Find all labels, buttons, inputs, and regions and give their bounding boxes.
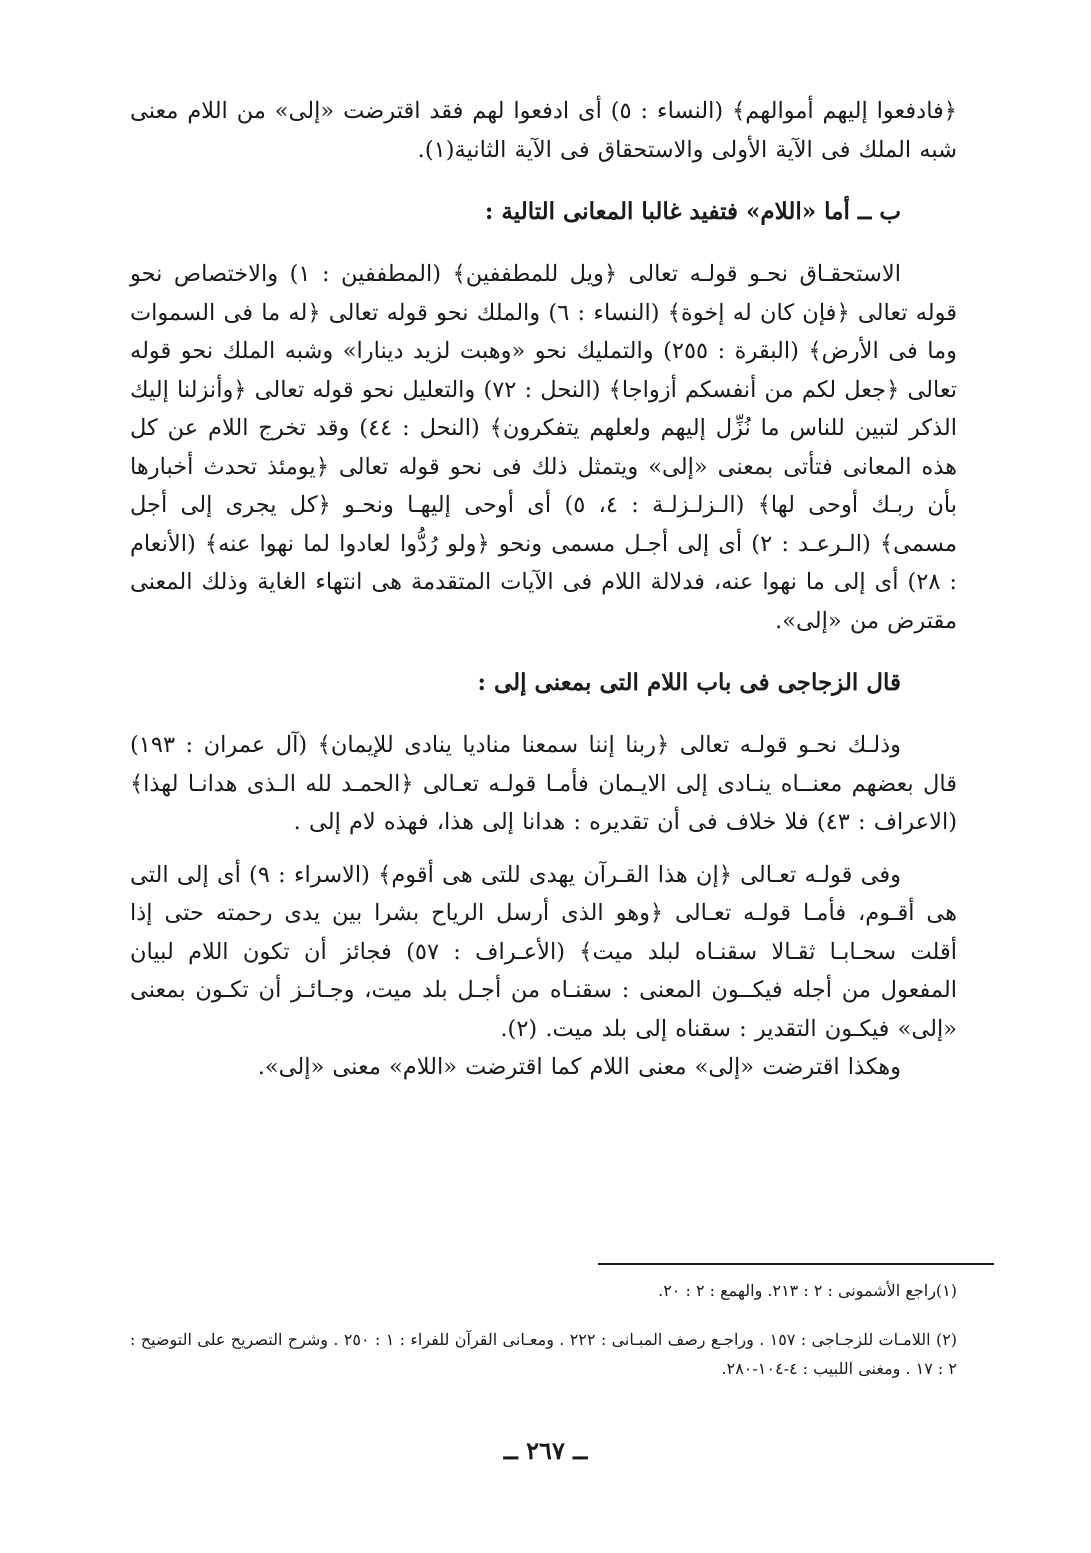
- footnote-divider: [598, 1263, 994, 1265]
- page-number: ــ ٢٦٧ ــ: [503, 1436, 588, 1465]
- footnote-2: (٢) اللامـات للزجـاجى : ١٥٧ . وراجـع رصف المبـانى : ٢٢٢ . ومعـانى القرآن للفراء : ١ : ٢٥٠ . وشرح التصريح على التوضيح : ٢ : ١٧ . ومغنى اللبيب : ٤-١٠٤-٢٨٠.: [130, 1330, 958, 1378]
- paragraph-5: وهكذا اقترضت «إلى» معنى اللام كما اقترضت «اللام» معنى «إلى».: [257, 1054, 901, 1080]
- paragraph-3: وذلـك نحـو قولـه تعالى ﴿ربنا إننا سمعنا مناديا ينادى للإيمان﴾ (آل عمران : ١٩٣) قال بعضهم معنــاه ينـادى إلى الايـمان فأمـا قولـه تعـالى ﴿الحمـد لله الـذى هدانـا لهذا﴾ (الاعراف : ٤٣) فلا خلاف فى أن تقديره : هدانا إلى هذا، فهذه لام إلى .: [130, 732, 957, 835]
- main-text: [130, 92, 957, 1087]
- paragraph-4: وفى قولـه تعـالى ﴿إن هذا القـرآن يهدى للتى هى أقوم﴾ (الاسراء : ٩) أى إلى التى هى أقـوم، فأمـا قولـه تعـالى ﴿وهو الذى أرسل الرياح بشرا بين يدى رحمته حتى إذا أقلت سحـابـا ثقـالا سقنـاه لبلد ميت﴾ (الأعـراف : ٥٧) فجائز أن تكون اللام لبيان المفعول من أجله فيكــون المعنى : سقنـاه من أجـل بلد ميت، وجـائـز أن تكـون بمعنى «إلى» فيكـون التقدير : سقناه إلى بلد ميت. (٢).: [130, 861, 957, 1042]
- footnotes: [130, 1276, 957, 1383]
- paragraph-1: ﴿فادفعوا إليهم أموالهم﴾ (النساء : ٥) أى ادفعوا لهم فقد اقترضت «إلى» من اللام معنى شبه الملك فى الآية الأولى والاستحقاق فى الآية الثانية(١).: [130, 98, 957, 163]
- paragraph-2: الاستحقـاق نحـو قولـه تعالى ﴿ويل للمطففين﴾ (المطففين : ١) والاختصاص نحو قوله تعالى ﴿فإن كان له إخوة﴾ (النساء : ٦) والملك نحو قوله تعالى ﴿له ما فى السموات وما فى الأرض﴾ (البقرة : ٢٥٥) والتمليك نحو «وهبت لزيد دينارا» وشبه الملك نحو قوله تعالى ﴿جعل لكم من أنفسكم أزواجا﴾ (النحل : ٧٢) والتعليل نحو قوله تعالى ﴿وأنزلنا إليك الذكر لتبين للناس ما نُزِّل إليهم ولعلهم يتفكرون﴾ (النحل : ٤٤) وقد تخرج اللام عن كل هذه المعانى فتأتى بمعنى «إلى» ويتمثل ذلك فى نحو قوله تعالى ﴿يومئذ تحدث أخبارها بأن ربـك أوحى لها﴾ (الـزلـزلـة : ٤، ٥) أى أوحى إليهـا ونحـو ﴿كل يجرى إلى أجل مسمى﴾ (الـرعـد : ٢) أى إلى أجـل مسمى ونحو ﴿ولو رُدُّوا لعادوا لما نهوا عنه﴾ (الأنعام : ٢٨) أى إلى ما نهوا عنه، فدلالة اللام فى الآيات المتقدمة هى انتهاء الغاية وذلك المعنى مقترض من «إلى».: [130, 261, 958, 634]
- section-heading-zajjaji: قال الزجاجى فى باب اللام التى بمعنى إلى :: [477, 669, 901, 696]
- footnote-1: (١)راجع الأشمونى : ٢ : ٢١٣. والهمع : ٢ : ٢٠.: [658, 1281, 957, 1300]
- section-heading-b: ب ــ أما «اللام» فتفيد غالبا المعانى التالية :: [484, 198, 901, 225]
